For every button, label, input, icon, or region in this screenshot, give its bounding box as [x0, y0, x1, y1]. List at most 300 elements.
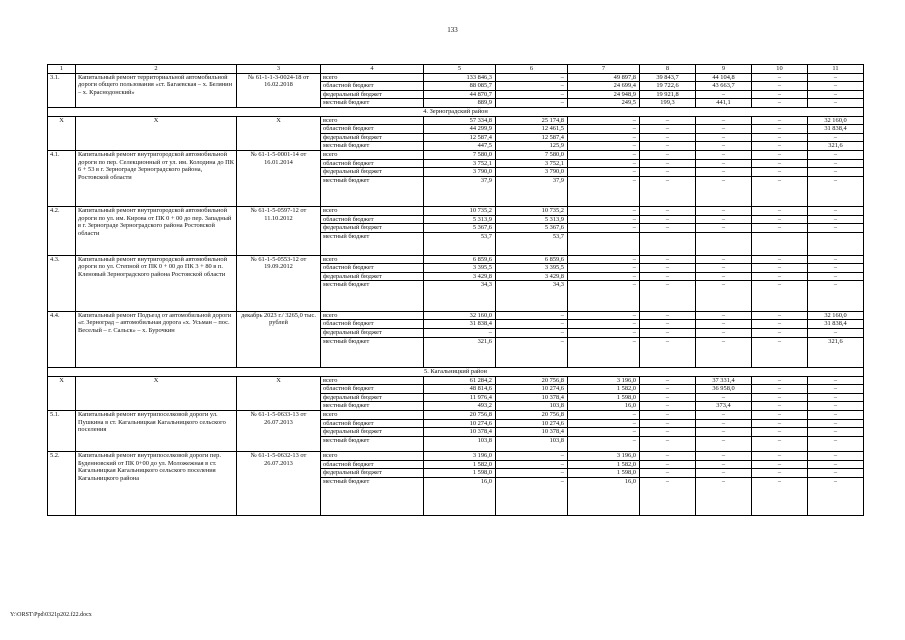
amount-cell: –: [808, 451, 864, 460]
amount-cell: –: [808, 150, 864, 159]
column-number-cell: 11: [808, 65, 864, 74]
amount-cell: –: [752, 207, 808, 216]
amount-cell: 7 580,0: [496, 150, 568, 159]
amount-cell: –: [496, 320, 568, 329]
amount-cell: –: [496, 311, 568, 320]
amount-cell: –: [808, 376, 864, 385]
amount-cell: –: [568, 142, 640, 151]
amount-cell: 1 598,0: [568, 393, 640, 402]
amount-cell: –: [640, 150, 696, 159]
amount-cell: –: [696, 168, 752, 177]
district-title: 4. Зерноградский район: [48, 107, 864, 116]
amount-cell: –: [752, 168, 808, 177]
funding-source-label: федеральный бюджет: [321, 224, 424, 233]
amount-cell: –: [640, 436, 696, 451]
funding-source-label: федеральный бюджет: [321, 469, 424, 478]
header-row: [48, 65, 864, 74]
amount-cell: –: [752, 329, 808, 338]
amount-cell: 889,9: [424, 99, 496, 108]
amount-cell: –: [752, 255, 808, 264]
amount-cell: 3 395,5: [424, 264, 496, 273]
funding-source-label: всего: [321, 410, 424, 419]
amount-cell: –: [640, 142, 696, 151]
amount-cell: –: [752, 320, 808, 329]
amount-cell: 39 843,7: [640, 73, 696, 82]
amount-cell: –: [752, 428, 808, 437]
amount-cell: –: [640, 376, 696, 385]
amount-cell: –: [752, 264, 808, 273]
amount-cell: –: [752, 469, 808, 478]
item-code-cell: 5.1.: [48, 410, 76, 451]
amount-cell: –: [808, 460, 864, 469]
amount-cell: –: [696, 281, 752, 311]
amount-cell: –: [752, 337, 808, 367]
funding-source-label: местный бюджет: [321, 337, 424, 367]
amount-cell: –: [696, 224, 752, 233]
amount-cell: –: [640, 320, 696, 329]
column-number-cell: 1: [48, 65, 76, 74]
amount-cell: –: [696, 393, 752, 402]
amount-cell: –: [752, 159, 808, 168]
amount-cell: 25 174,8: [496, 116, 568, 125]
amount-cell: –: [696, 159, 752, 168]
funding-source-label: областной бюджет: [321, 215, 424, 224]
amount-cell: –: [752, 73, 808, 82]
amount-cell: –: [696, 272, 752, 281]
amount-cell: –: [808, 73, 864, 82]
item-name-cell: Капитальный ремонт внутрипоселковой дороги ул. Пушкина в ст. Кагальницкая Кагальницкого сельского поселения: [76, 410, 237, 451]
item-doc-cell: № 61-1-5-0633-13 от 26.07.2013: [237, 410, 321, 451]
amount-cell: 6 859,6: [424, 255, 496, 264]
amount-cell: –: [696, 116, 752, 125]
item-doc-cell: № 61-1-5-0553-12 от 19.09.2012: [237, 255, 321, 311]
amount-cell: –: [640, 116, 696, 125]
column-number-cell: 9: [696, 65, 752, 74]
amount-cell: –: [640, 385, 696, 394]
funding-source-label: местный бюджет: [321, 477, 424, 515]
amount-cell: –: [752, 410, 808, 419]
funding-source-label: всего: [321, 116, 424, 125]
amount-cell: –: [640, 329, 696, 338]
funding-source-label: федеральный бюджет: [321, 428, 424, 437]
amount-cell: –: [640, 311, 696, 320]
table-row: [48, 207, 864, 216]
item-name-cell: Капитальный ремонт внутрипоселковой дороги пер. Буденновский от ПК 0+00 до ул. Моложежная в ст. Кагальницкая Кагальницкого сельского поселения Кагальницкого района: [76, 451, 237, 515]
amount-cell: –: [496, 460, 568, 469]
item-code-cell: Х: [48, 376, 76, 410]
funding-source-label: областной бюджет: [321, 159, 424, 168]
table-row: [48, 116, 864, 125]
amount-cell: –: [640, 207, 696, 216]
amount-cell: –: [808, 82, 864, 91]
amount-cell: –: [640, 469, 696, 478]
amount-cell: 10 378,4: [496, 393, 568, 402]
item-code-cell: 4.1.: [48, 150, 76, 206]
funding-source-label: всего: [321, 73, 424, 82]
amount-cell: 10 274,6: [496, 385, 568, 394]
funding-source-label: местный бюджет: [321, 176, 424, 206]
amount-cell: 447,5: [424, 142, 496, 151]
funding-source-label: областной бюджет: [321, 460, 424, 469]
funding-source-label: местный бюджет: [321, 232, 424, 255]
funding-source-label: областной бюджет: [321, 82, 424, 91]
item-code-cell: Х: [48, 116, 76, 150]
funding-source-label: всего: [321, 311, 424, 320]
amount-cell: –: [640, 477, 696, 515]
item-doc-cell: № 61-1-5-0597-12 от 11.10.2012: [237, 207, 321, 256]
item-code-cell: 3.1.: [48, 73, 76, 107]
amount-cell: 12 587,4: [496, 133, 568, 142]
amount-cell: –: [640, 272, 696, 281]
amount-cell: –: [808, 469, 864, 478]
amount-cell: –: [568, 281, 640, 311]
amount-cell: 3 196,0: [424, 451, 496, 460]
amount-cell: 373,4: [696, 402, 752, 411]
amount-cell: –: [568, 320, 640, 329]
amount-cell: –: [808, 385, 864, 394]
amount-cell: 133 846,3: [424, 73, 496, 82]
amount-cell: –: [808, 264, 864, 273]
amount-cell: –: [696, 410, 752, 419]
amount-cell: 16,0: [424, 477, 496, 515]
amount-cell: –: [568, 159, 640, 168]
amount-cell: 125,9: [496, 142, 568, 151]
amount-cell: –: [752, 272, 808, 281]
amount-cell: 24 699,4: [568, 82, 640, 91]
amount-cell: –: [808, 419, 864, 428]
amount-cell: [640, 232, 696, 255]
amount-cell: 32 160,0: [808, 116, 864, 125]
amount-cell: 321,6: [808, 142, 864, 151]
amount-cell: –: [640, 176, 696, 206]
amount-cell: –: [640, 419, 696, 428]
amount-cell: –: [808, 402, 864, 411]
amount-cell: –: [640, 393, 696, 402]
amount-cell: –: [808, 215, 864, 224]
amount-cell: 88 085,7: [424, 82, 496, 91]
amount-cell: –: [568, 419, 640, 428]
amount-cell: –: [640, 460, 696, 469]
item-name-cell: Капитальный ремонт внутригородской автомобильной дороги по ул. им. Кирова от ПК 0 + 00 до пер. Западный в г. Зернограде Зерноградского района Ростовской области: [76, 207, 237, 256]
amount-cell: –: [752, 215, 808, 224]
amount-cell: –: [696, 176, 752, 206]
column-number-cell: 10: [752, 65, 808, 74]
amount-cell: –: [808, 90, 864, 99]
amount-cell: 12 461,5: [496, 125, 568, 134]
amount-cell: 3 752,1: [496, 159, 568, 168]
amount-cell: –: [496, 451, 568, 460]
item-doc-cell: декабрь 2023 г./ 3265,0 тыс. рублей: [237, 311, 321, 367]
amount-cell: –: [696, 207, 752, 216]
table-row: [48, 451, 864, 460]
item-doc-cell: № 61-1-5-0632-13 от 26.07.2013: [237, 451, 321, 515]
amount-cell: –: [752, 142, 808, 151]
amount-cell: –: [808, 133, 864, 142]
amount-cell: –: [696, 264, 752, 273]
amount-cell: 36 958,0: [696, 385, 752, 394]
amount-cell: 10 378,4: [424, 428, 496, 437]
file-path-footer: Y:\ORST\Ppd\0321p202.f22.docx: [10, 612, 92, 618]
amount-cell: –: [752, 477, 808, 515]
amount-cell: –: [568, 224, 640, 233]
amount-cell: 19 722,6: [640, 82, 696, 91]
amount-cell: –: [568, 410, 640, 419]
column-number-cell: 2: [76, 65, 237, 74]
amount-cell: –: [640, 337, 696, 367]
amount-cell: 31 838,4: [808, 125, 864, 134]
amount-cell: –: [808, 428, 864, 437]
item-name-cell: Капитальный ремонт Подъезд от автомобильной дороги «г. Зерноград – автомобильная дорога «х. Усьман – пос. Веселый – г. Сальск» – х. Бурочкин: [76, 311, 237, 367]
amount-cell: –: [640, 410, 696, 419]
amount-cell: 3 429,8: [424, 272, 496, 281]
amount-cell: –: [696, 90, 752, 99]
amount-cell: 44 870,7: [424, 90, 496, 99]
amount-cell: –: [696, 142, 752, 151]
amount-cell: 321,6: [424, 337, 496, 367]
amount-cell: –: [640, 159, 696, 168]
amount-cell: –: [696, 469, 752, 478]
column-number-cell: 8: [640, 65, 696, 74]
amount-cell: [568, 232, 640, 255]
amount-cell: –: [752, 133, 808, 142]
amount-cell: –: [808, 224, 864, 233]
amount-cell: 103,8: [496, 402, 568, 411]
amount-cell: –: [640, 451, 696, 460]
amount-cell: –: [568, 176, 640, 206]
table-row: [48, 410, 864, 419]
amount-cell: 57 334,8: [424, 116, 496, 125]
amount-cell: 103,8: [424, 436, 496, 451]
table-row: [48, 150, 864, 159]
funding-source-label: областной бюджет: [321, 419, 424, 428]
amount-cell: –: [808, 329, 864, 338]
amount-cell: 5 367,6: [424, 224, 496, 233]
amount-cell: –: [640, 255, 696, 264]
funding-source-label: местный бюджет: [321, 142, 424, 151]
amount-cell: [696, 232, 752, 255]
amount-cell: –: [808, 477, 864, 515]
amount-cell: 199,3: [640, 99, 696, 108]
amount-cell: 493,2: [424, 402, 496, 411]
amount-cell: –: [808, 436, 864, 451]
amount-cell: 3 196,0: [568, 376, 640, 385]
funding-source-label: всего: [321, 451, 424, 460]
amount-cell: 103,8: [496, 436, 568, 451]
column-number-cell: 5: [424, 65, 496, 74]
amount-cell: 31 838,4: [808, 320, 864, 329]
column-number-cell: 4: [321, 65, 424, 74]
amount-cell: –: [808, 410, 864, 419]
item-doc-cell: Х: [237, 376, 321, 410]
amount-cell: 16,0: [568, 477, 640, 515]
amount-cell: 10 274,6: [496, 419, 568, 428]
amount-cell: –: [496, 73, 568, 82]
amount-cell: –: [496, 469, 568, 478]
amount-cell: 53,7: [496, 232, 568, 255]
amount-cell: –: [752, 436, 808, 451]
amount-cell: 53,7: [424, 232, 496, 255]
amount-cell: –: [568, 311, 640, 320]
amount-cell: –: [640, 264, 696, 273]
amount-cell: –: [752, 281, 808, 311]
amount-cell: 34,3: [424, 281, 496, 311]
amount-cell: –: [752, 385, 808, 394]
amount-cell: –: [808, 281, 864, 311]
item-doc-cell: № 61-1-1-3-0024-18 от 16.02.2018: [237, 73, 321, 107]
amount-cell: –: [696, 320, 752, 329]
amount-cell: 10 378,4: [496, 428, 568, 437]
amount-cell: –: [808, 159, 864, 168]
funding-source-label: всего: [321, 207, 424, 216]
amount-cell: –: [696, 428, 752, 437]
amount-cell: –: [640, 281, 696, 311]
amount-cell: –: [808, 99, 864, 108]
amount-cell: 43 663,7: [696, 82, 752, 91]
item-name-cell: Х: [76, 376, 237, 410]
column-number-cell: 6: [496, 65, 568, 74]
amount-cell: 3 790,0: [496, 168, 568, 177]
district-section-row: [48, 367, 864, 376]
amount-cell: –: [568, 272, 640, 281]
item-name-cell: Х: [76, 116, 237, 150]
amount-cell: 12 587,4: [424, 133, 496, 142]
table-row: [48, 311, 864, 320]
amount-cell: 3 752,1: [424, 159, 496, 168]
amount-cell: –: [696, 451, 752, 460]
amount-cell: 1 598,0: [424, 469, 496, 478]
amount-cell: 32 160,0: [424, 311, 496, 320]
amount-cell: 20 756,8: [496, 410, 568, 419]
amount-cell: –: [696, 311, 752, 320]
table-row: [48, 376, 864, 385]
amount-cell: 1 582,0: [424, 460, 496, 469]
item-code-cell: 4.3.: [48, 255, 76, 311]
funding-source-label: областной бюджет: [321, 125, 424, 134]
amount-cell: 10 735,2: [496, 207, 568, 216]
amount-cell: –: [568, 133, 640, 142]
amount-cell: –: [568, 329, 640, 338]
table-row: [48, 255, 864, 264]
funding-source-label: федеральный бюджет: [321, 393, 424, 402]
amount-cell: –: [568, 337, 640, 367]
amount-cell: –: [808, 393, 864, 402]
funding-source-label: федеральный бюджет: [321, 168, 424, 177]
amount-cell: –: [568, 125, 640, 134]
district-section-row: [48, 107, 864, 116]
page-number: 133: [447, 26, 458, 34]
amount-cell: 37,9: [424, 176, 496, 206]
amount-cell: 321,6: [808, 337, 864, 367]
item-code-cell: 4.2.: [48, 207, 76, 256]
amount-cell: –: [640, 133, 696, 142]
amount-cell: –: [752, 460, 808, 469]
amount-cell: –: [696, 436, 752, 451]
amount-cell: 3 790,0: [424, 168, 496, 177]
amount-cell: –: [696, 255, 752, 264]
amount-cell: 34,3: [496, 281, 568, 311]
amount-cell: –: [640, 224, 696, 233]
amount-cell: 44 104,8: [696, 73, 752, 82]
amount-cell: –: [640, 168, 696, 177]
amount-cell: –: [752, 99, 808, 108]
item-name-cell: Капитальный ремонт внутригородской автомобильной дороги по пер. Селекционный от ул. им. Колодина до ПК 6 + 53 в г. Зернограде Зерноградского района, Ростовской области: [76, 150, 237, 206]
funding-source-label: областной бюджет: [321, 320, 424, 329]
amount-cell: [752, 232, 808, 255]
amount-cell: 3 196,0: [568, 451, 640, 460]
amount-cell: –: [568, 264, 640, 273]
amount-cell: –: [568, 255, 640, 264]
amount-cell: –: [696, 337, 752, 367]
funding-source-label: федеральный бюджет: [321, 272, 424, 281]
column-number-cell: 3: [237, 65, 321, 74]
funding-source-label: местный бюджет: [321, 436, 424, 451]
amount-cell: –: [640, 402, 696, 411]
amount-cell: –: [808, 168, 864, 177]
amount-cell: –: [640, 428, 696, 437]
table-row: [48, 73, 864, 82]
amount-cell: 37 331,4: [696, 376, 752, 385]
amount-cell: –: [752, 402, 808, 411]
amount-cell: –: [752, 125, 808, 134]
amount-cell: 61 284,2: [424, 376, 496, 385]
item-code-cell: 4.4.: [48, 311, 76, 367]
item-name-cell: Капитальный ремонт территориальной автомобильной дороги общего пользования «ст. Багаевская – х. Белянин – х. Краснодонский»: [76, 73, 237, 107]
amount-cell: –: [496, 337, 568, 367]
funding-source-label: федеральный бюджет: [321, 329, 424, 338]
amount-cell: 20 756,8: [496, 376, 568, 385]
amount-cell: 44 299,9: [424, 125, 496, 134]
funding-source-label: всего: [321, 376, 424, 385]
amount-cell: 20 756,8: [424, 410, 496, 419]
amount-cell: 1 582,0: [568, 460, 640, 469]
amount-cell: –: [808, 176, 864, 206]
funding-source-label: местный бюджет: [321, 281, 424, 311]
funding-source-label: федеральный бюджет: [321, 90, 424, 99]
amount-cell: 10 735,2: [424, 207, 496, 216]
amount-cell: –: [752, 116, 808, 125]
amount-cell: 6 859,6: [496, 255, 568, 264]
funding-source-label: всего: [321, 255, 424, 264]
amount-cell: 441,1: [696, 99, 752, 108]
amount-cell: –: [568, 168, 640, 177]
amount-cell: –: [752, 90, 808, 99]
amount-cell: –: [424, 329, 496, 338]
district-title: 5. Кагальницкий район: [48, 367, 864, 376]
item-doc-cell: № 61-1-5-0001-14 от 16.01.2014: [237, 150, 321, 206]
amount-cell: 249,5: [568, 99, 640, 108]
amount-cell: –: [808, 272, 864, 281]
amount-cell: 48 814,6: [424, 385, 496, 394]
amount-cell: –: [496, 90, 568, 99]
amount-cell: –: [640, 125, 696, 134]
amount-cell: 32 160,0: [808, 311, 864, 320]
amount-cell: –: [752, 224, 808, 233]
amount-cell: 49 897,8: [568, 73, 640, 82]
amount-cell: –: [696, 477, 752, 515]
amount-cell: 19 921,8: [640, 90, 696, 99]
amount-cell: 1 582,0: [568, 385, 640, 394]
amount-cell: –: [696, 215, 752, 224]
amount-cell: –: [568, 428, 640, 437]
amount-cell: –: [568, 436, 640, 451]
funding-source-label: всего: [321, 150, 424, 159]
amount-cell: 24 948,9: [568, 90, 640, 99]
amount-cell: 16,0: [568, 402, 640, 411]
budget-table: [47, 64, 864, 516]
amount-cell: 1 598,0: [568, 469, 640, 478]
amount-cell: –: [752, 311, 808, 320]
amount-cell: –: [696, 419, 752, 428]
